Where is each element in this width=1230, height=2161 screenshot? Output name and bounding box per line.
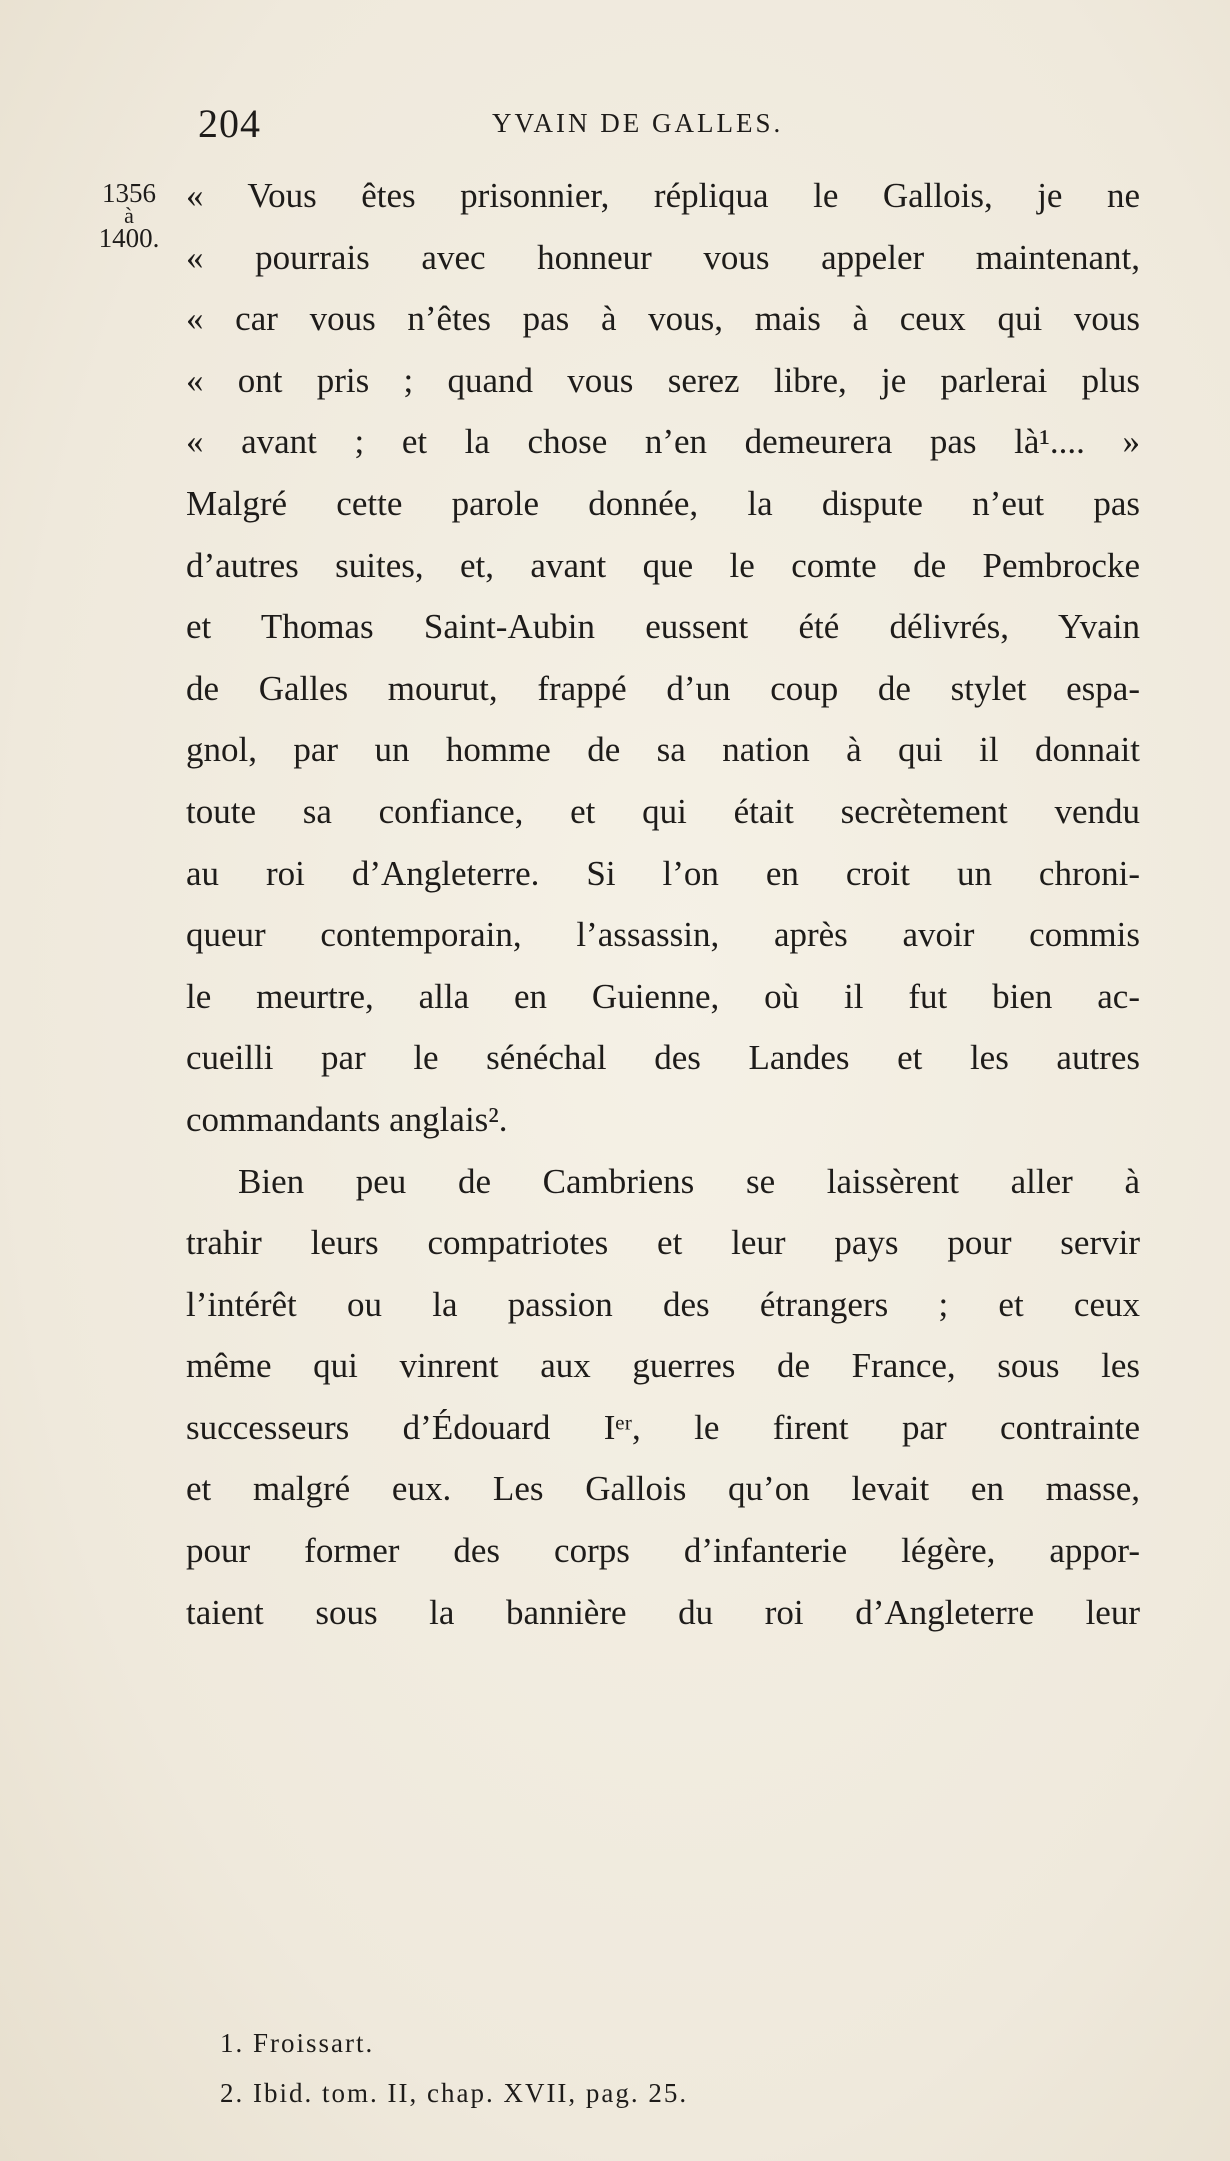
text-line: l’intérêt ou la passion des étrangers ; et ceux — [186, 1284, 1140, 1324]
text-line: « Vous êtes prisonnier, répliqua le Gallois, je ne — [186, 176, 1140, 215]
footnote: 2. Ibid. tom. II, chap. XVII, pag. 25. — [220, 2078, 689, 2108]
footnote: 1. Froissart. — [220, 2028, 375, 2058]
text-line: toute sa confiance, et qui était secrètement vendu — [186, 791, 1140, 831]
text-line: Malgré cette parole donnée, la dispute n’eut pas — [186, 483, 1140, 523]
text-line: trahir leurs compatriotes et leur pays pour servir — [186, 1223, 1140, 1263]
running-head: YVAIN DE GALLES. — [492, 108, 784, 138]
text-line: pour former des corps d’infanterie légère, appor- — [186, 1531, 1140, 1571]
text-line: cueilli par le sénéchal des Landes et les autres — [186, 1038, 1140, 1078]
text-line: et Thomas Saint-Aubin eussent été délivrés, Yvain — [186, 607, 1140, 647]
text-line: le meurtre, alla en Guienne, où il fut bien ac- — [186, 976, 1140, 1016]
text-line: « car vous n’êtes pas à vous, mais à ceux qui vous — [186, 299, 1140, 339]
text-line: « ont pris ; quand vous serez libre, je parlerai plus — [186, 360, 1140, 400]
margin-date-start: 1356 — [102, 178, 156, 208]
margin-date-range — [84, 178, 174, 254]
text-line: commandants anglais². — [186, 1099, 508, 1139]
page-header — [190, 100, 880, 156]
text-line: Bien peu de Cambriens se laissèrent aller à — [238, 1161, 1140, 1201]
text-line: de Galles mourut, frappé d’un coup de stylet espa- — [186, 668, 1140, 708]
text-line: « avant ; et la chose n’en demeurera pas là¹.... » — [186, 422, 1140, 462]
text-line: successeurs d’Édouard Iᵉʳ, le firent par contrainte — [186, 1407, 1140, 1447]
text-line: gnol, par un homme de sa nation à qui il donnait — [186, 730, 1140, 770]
margin-date-end: 1400. — [98, 223, 160, 253]
text-line: et malgré eux. Les Gallois qu’on levait en masse, — [186, 1469, 1140, 1509]
footnotes — [220, 2018, 1020, 2118]
margin-date-connector: à — [124, 203, 134, 228]
text-line: au roi d’Angleterre. Si l’on en croit un chroni- — [186, 853, 1140, 893]
body-text — [186, 165, 1140, 1643]
text-line: queur contemporain, l’assassin, après avoir commis — [186, 915, 1140, 955]
text-line: « pourrais avec honneur vous appeler maintenant, — [186, 237, 1140, 277]
text-line: même qui vinrent aux guerres de France, sous les — [186, 1346, 1140, 1386]
text-line: d’autres suites, et, avant que le comte de Pembrocke — [186, 545, 1140, 585]
text-line: taient sous la bannière du roi d’Angleterre leur — [186, 1592, 1140, 1632]
page-number: 204 — [198, 101, 261, 146]
